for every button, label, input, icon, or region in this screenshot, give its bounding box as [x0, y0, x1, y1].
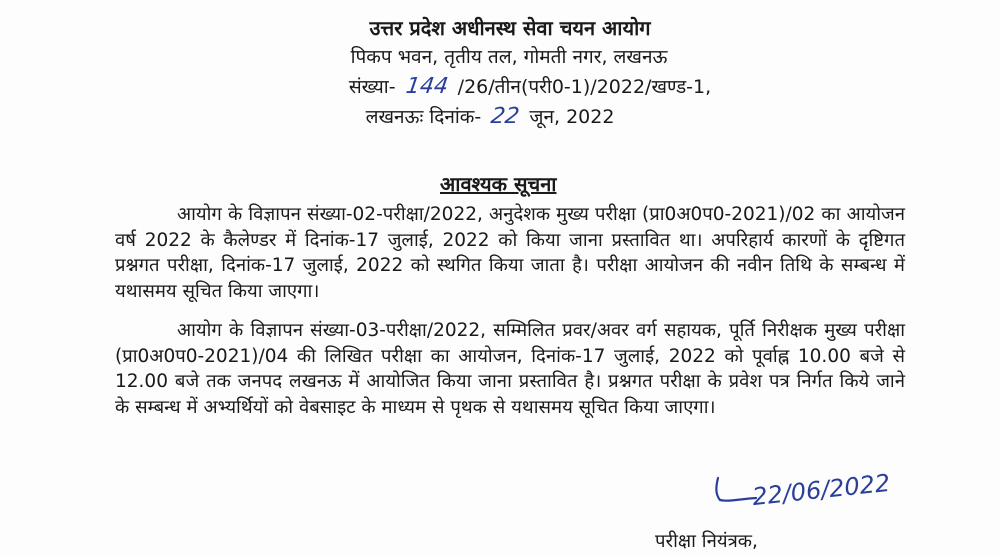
reference-number [60, 72, 1000, 102]
signature-date-handwritten: 22/06/2022 [750, 468, 892, 512]
reference-suffix: /26/तीन(परी0-1)/2022/खण्ड-1, [457, 76, 712, 98]
organization-name: उत्तर प्रदेश अधीनस्थ सेवा चयन आयोग [369, 16, 651, 40]
signature-block [712, 470, 892, 530]
reference-prefix: संख्या- [348, 76, 396, 98]
notice-title: आवश्यक सूचना [440, 172, 557, 196]
notice-paragraph-2: आयोग के विज्ञापन संख्या-03-परीक्षा/2022, सम्मिलित प्रवर/अवर वर्ग सहायक, पूर्ति निरीक्षक मुख्य परीक्षा (प्रा0अ0प0-2021)/04 की लिखित परीक्षा का आयोजन, दिनांक-17 जुलाई, 2022 को पूर्वाह्न 10.00 बजे से 12.00 बजे तक जनपद लखनऊ में आयोजित किया जाना प्रस्तावित है। प्रश्नगत परीक्षा के प्रवेश पत्र निर्गत किये जाने के सम्बन्ध में अभ्यर्थियों को वेबसाइट के माध्यम से पृथक से यथासमय सूचित किया जाएगा। [115, 320, 905, 418]
notice-paragraph-1: आयोग के विज्ञापन संख्या-02-परीक्षा/2022, अनुदेशक मुख्य परीक्षा (प्रा0अ0प0-2021)/02 का आयोजन वर्ष 2022 के कैलेण्डर में दिनांक-17 जुलाई, 2022 को किया जाना प्रस्तावित था। अपरिहार्य कारणों के दृष्टिगत प्रश्नगत परीक्षा, दिनांक-17 जुलाई, 2022 को स्थगित किया जाता है। परीक्षा आयोजन की नवीन तिथि के सम्बन्ध में यथासमय सूचित किया जाएगा। [115, 204, 905, 302]
signatory-designation: परीक्षा नियंत्रक, [655, 531, 758, 552]
issue-date [0, 102, 1000, 132]
date-suffix: जून, 2022 [529, 106, 615, 128]
letterhead [0, 14, 1000, 132]
date-day-handwritten: 22 [489, 104, 522, 129]
reference-number-handwritten: 144 [403, 74, 450, 99]
organization-address: पिकप भवन, तृतीय तल, गोमती नगर, लखनऊ [350, 46, 668, 68]
date-prefix: लखनऊः दिनांक- [365, 106, 482, 128]
